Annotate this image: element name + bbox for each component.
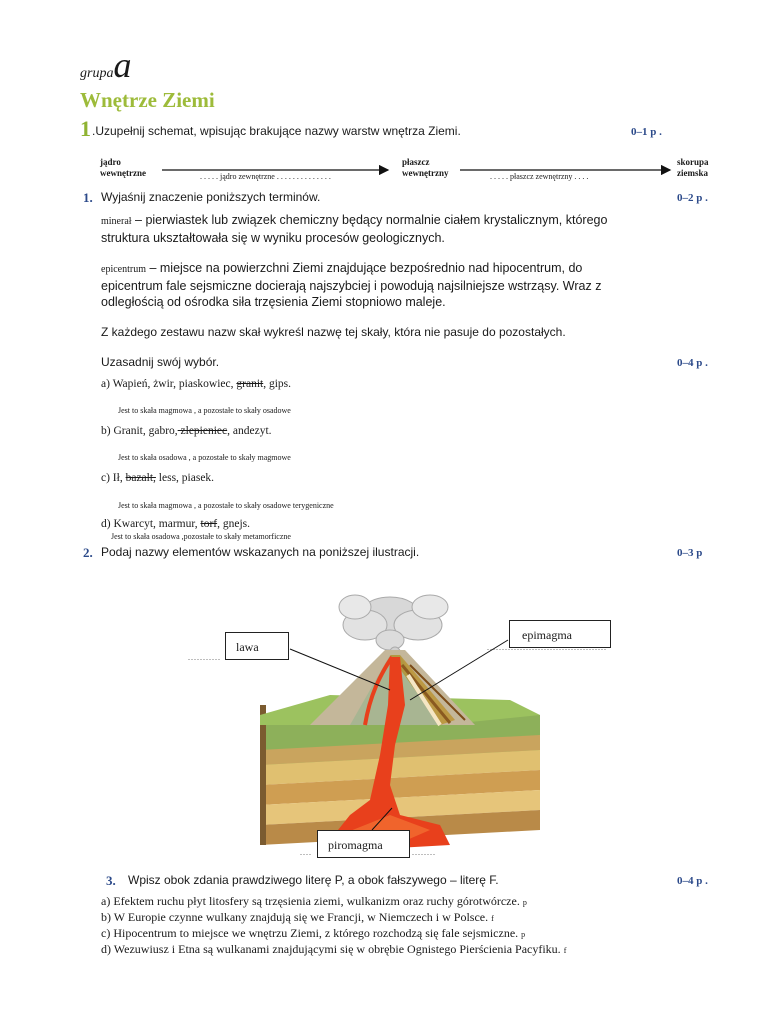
epicentrum-term: epicentrum [101, 264, 146, 275]
rocks-a-pre: a) Wapień, żwir, piaskowiec, [101, 378, 237, 390]
terms-number: 1. [83, 190, 93, 205]
rocks-points: 0–4 p . [677, 357, 708, 369]
epicentrum-def-line3: odległością od ośrodka siła trzęsienia Ziemi stopniowo maleje. [101, 295, 446, 309]
rocks-d-answer[interactable]: Jest to skała osadowa ,pozostałe to skały metamorficzne [111, 532, 291, 541]
rocks-justify: Uzasadnij swój wybór. [101, 355, 220, 369]
piromagma-dots-left: .... [300, 848, 312, 857]
schema-answer-2[interactable]: . . . . . płaszcz zewnętrzny . . . . [490, 172, 589, 181]
tf-b-text: b) W Europie czynne wulkany znajdują się we Francji, w Niemczech i w Polsce. [101, 910, 489, 924]
label-epimagma: epimagma [522, 628, 572, 642]
tf-b-mark[interactable]: f [491, 914, 494, 923]
rocks-c-answer[interactable]: Jest to skała magmowa , a pozostałe to skały osadowe terygeniczne [118, 501, 334, 510]
piromagma-dots-right: ........ [412, 848, 436, 857]
rocks-a-post: , gips. [263, 378, 292, 390]
tf-item-d [101, 942, 566, 957]
label-lawa: lawa [236, 640, 259, 654]
rocks-instruction: Z każdego zestawu nazw skał wykreśl nazwę tej skały, która nie pasuje do pozostałych. [101, 325, 566, 339]
tf-a-text: a) Efektem ruchu płyt litosfery są trzęsienia ziemi, wulkanizm oraz ruchy górotwórcze. [101, 894, 520, 908]
tf-item-c [101, 926, 525, 941]
tf-item-a [101, 894, 527, 909]
terms-points: 0–2 p . [677, 192, 708, 204]
rocks-b-struck: zlepieniec [177, 425, 228, 437]
schema-item2-line1: płaszcz [402, 157, 430, 167]
task3-number: 3. [106, 873, 116, 888]
epicentrum-def-line2: epicentrum fale sejsmiczne docierają najszybciej i powodują najsilniejsze wstrząsy. Wraz z [101, 279, 602, 293]
rocks-a-answer[interactable]: Jest to skała magmowa , a pozostałe to skały osadowe [118, 406, 291, 415]
task3-text: Wpisz obok zdania prawdziwego literę P, a obok fałszywego – literę F. [128, 873, 499, 887]
task1-points: 0–1 p . [631, 126, 662, 138]
tf-item-b [101, 910, 494, 925]
rocks-d-pre: d) Kwarcyt, marmur, [101, 518, 201, 530]
rocks-c-post: less, piasek. [155, 472, 215, 484]
mineral-def-line1: – pierwiastek lub związek chemiczny będący normalnie ciałem krystalicznym, którego [135, 213, 608, 227]
mineral-term: minerał [101, 216, 132, 227]
task2-text: Podaj nazwy elementów wskazanych na poniższej ilustracji. [101, 545, 420, 559]
task2-points: 0–3 p [677, 547, 703, 559]
label-lawa-box[interactable] [225, 632, 289, 660]
schema-answer-1[interactable]: . . . . . jądro zewnętrzne . . . . . . . . . . . . . . [200, 172, 331, 181]
task1-text: .Uzupełnij schemat, wpisując brakujące nazwy warstw wnętrza Ziemi. [92, 124, 461, 138]
schema-item2-line2: wewnętrzny [402, 168, 449, 178]
group-letter: a [113, 45, 132, 85]
tf-a-mark[interactable]: p [522, 898, 527, 907]
rocks-d-post: , gnejs. [217, 518, 251, 530]
terms-text: Wyjaśnij znaczenie poniższych terminów. [101, 190, 321, 204]
rocks-c-struck: bazalt, [125, 472, 156, 484]
rocks-b-pre: b) Granit, gabro, [101, 425, 178, 437]
epicentrum-def-line1: – miejsce na powierzchni Ziemi znajdujące bezpośrednio nad hipocentrum, do [149, 261, 583, 275]
rocks-a-struck: granit [236, 378, 264, 390]
rocks-d-struck: torf [200, 518, 218, 530]
group-word: grupa [80, 66, 114, 81]
task3-points: 0–4 p . [677, 875, 708, 887]
task2-number: 2. [83, 545, 93, 560]
label-piromagma-box[interactable] [317, 830, 410, 858]
schema-item1-line2: wewnętrzne [100, 168, 146, 178]
label-piromagma: piromagma [328, 838, 383, 852]
rocks-c-pre: c) Ił, [101, 472, 126, 484]
epimagma-dots: ........................................ [487, 643, 607, 652]
tf-d-mark[interactable]: f [563, 946, 567, 955]
rocks-b-answer[interactable]: Jest to skała osadowa , a pozostałe to skały magmowe [118, 453, 291, 462]
tf-d-text: d) Wezuwiusz i Etna są wulkanami znajdującymi się w obrębie Ognistego Pierścienia Pacyfiku. [101, 942, 561, 956]
task1-number: 1 [80, 116, 91, 141]
tf-c-text: c) Hipocentrum to miejsce we wnętrzu Ziemi, z którego rozchodzą się fale sejsmiczne. [101, 926, 519, 940]
mineral-def-line2: struktura ukształtowała się w wyniku procesów geologicznych. [101, 231, 445, 245]
rocks-b-post: , andezyt. [227, 425, 272, 437]
schema-item3-line1: skorupa [677, 157, 709, 167]
tf-c-mark[interactable]: p [521, 930, 526, 939]
schema-item3-line2: ziemska [677, 168, 708, 178]
schema-item1-line1: jądro [100, 157, 121, 167]
page-title: Wnętrze Ziemi [80, 88, 215, 112]
lawa-dots: ........... [188, 653, 221, 662]
